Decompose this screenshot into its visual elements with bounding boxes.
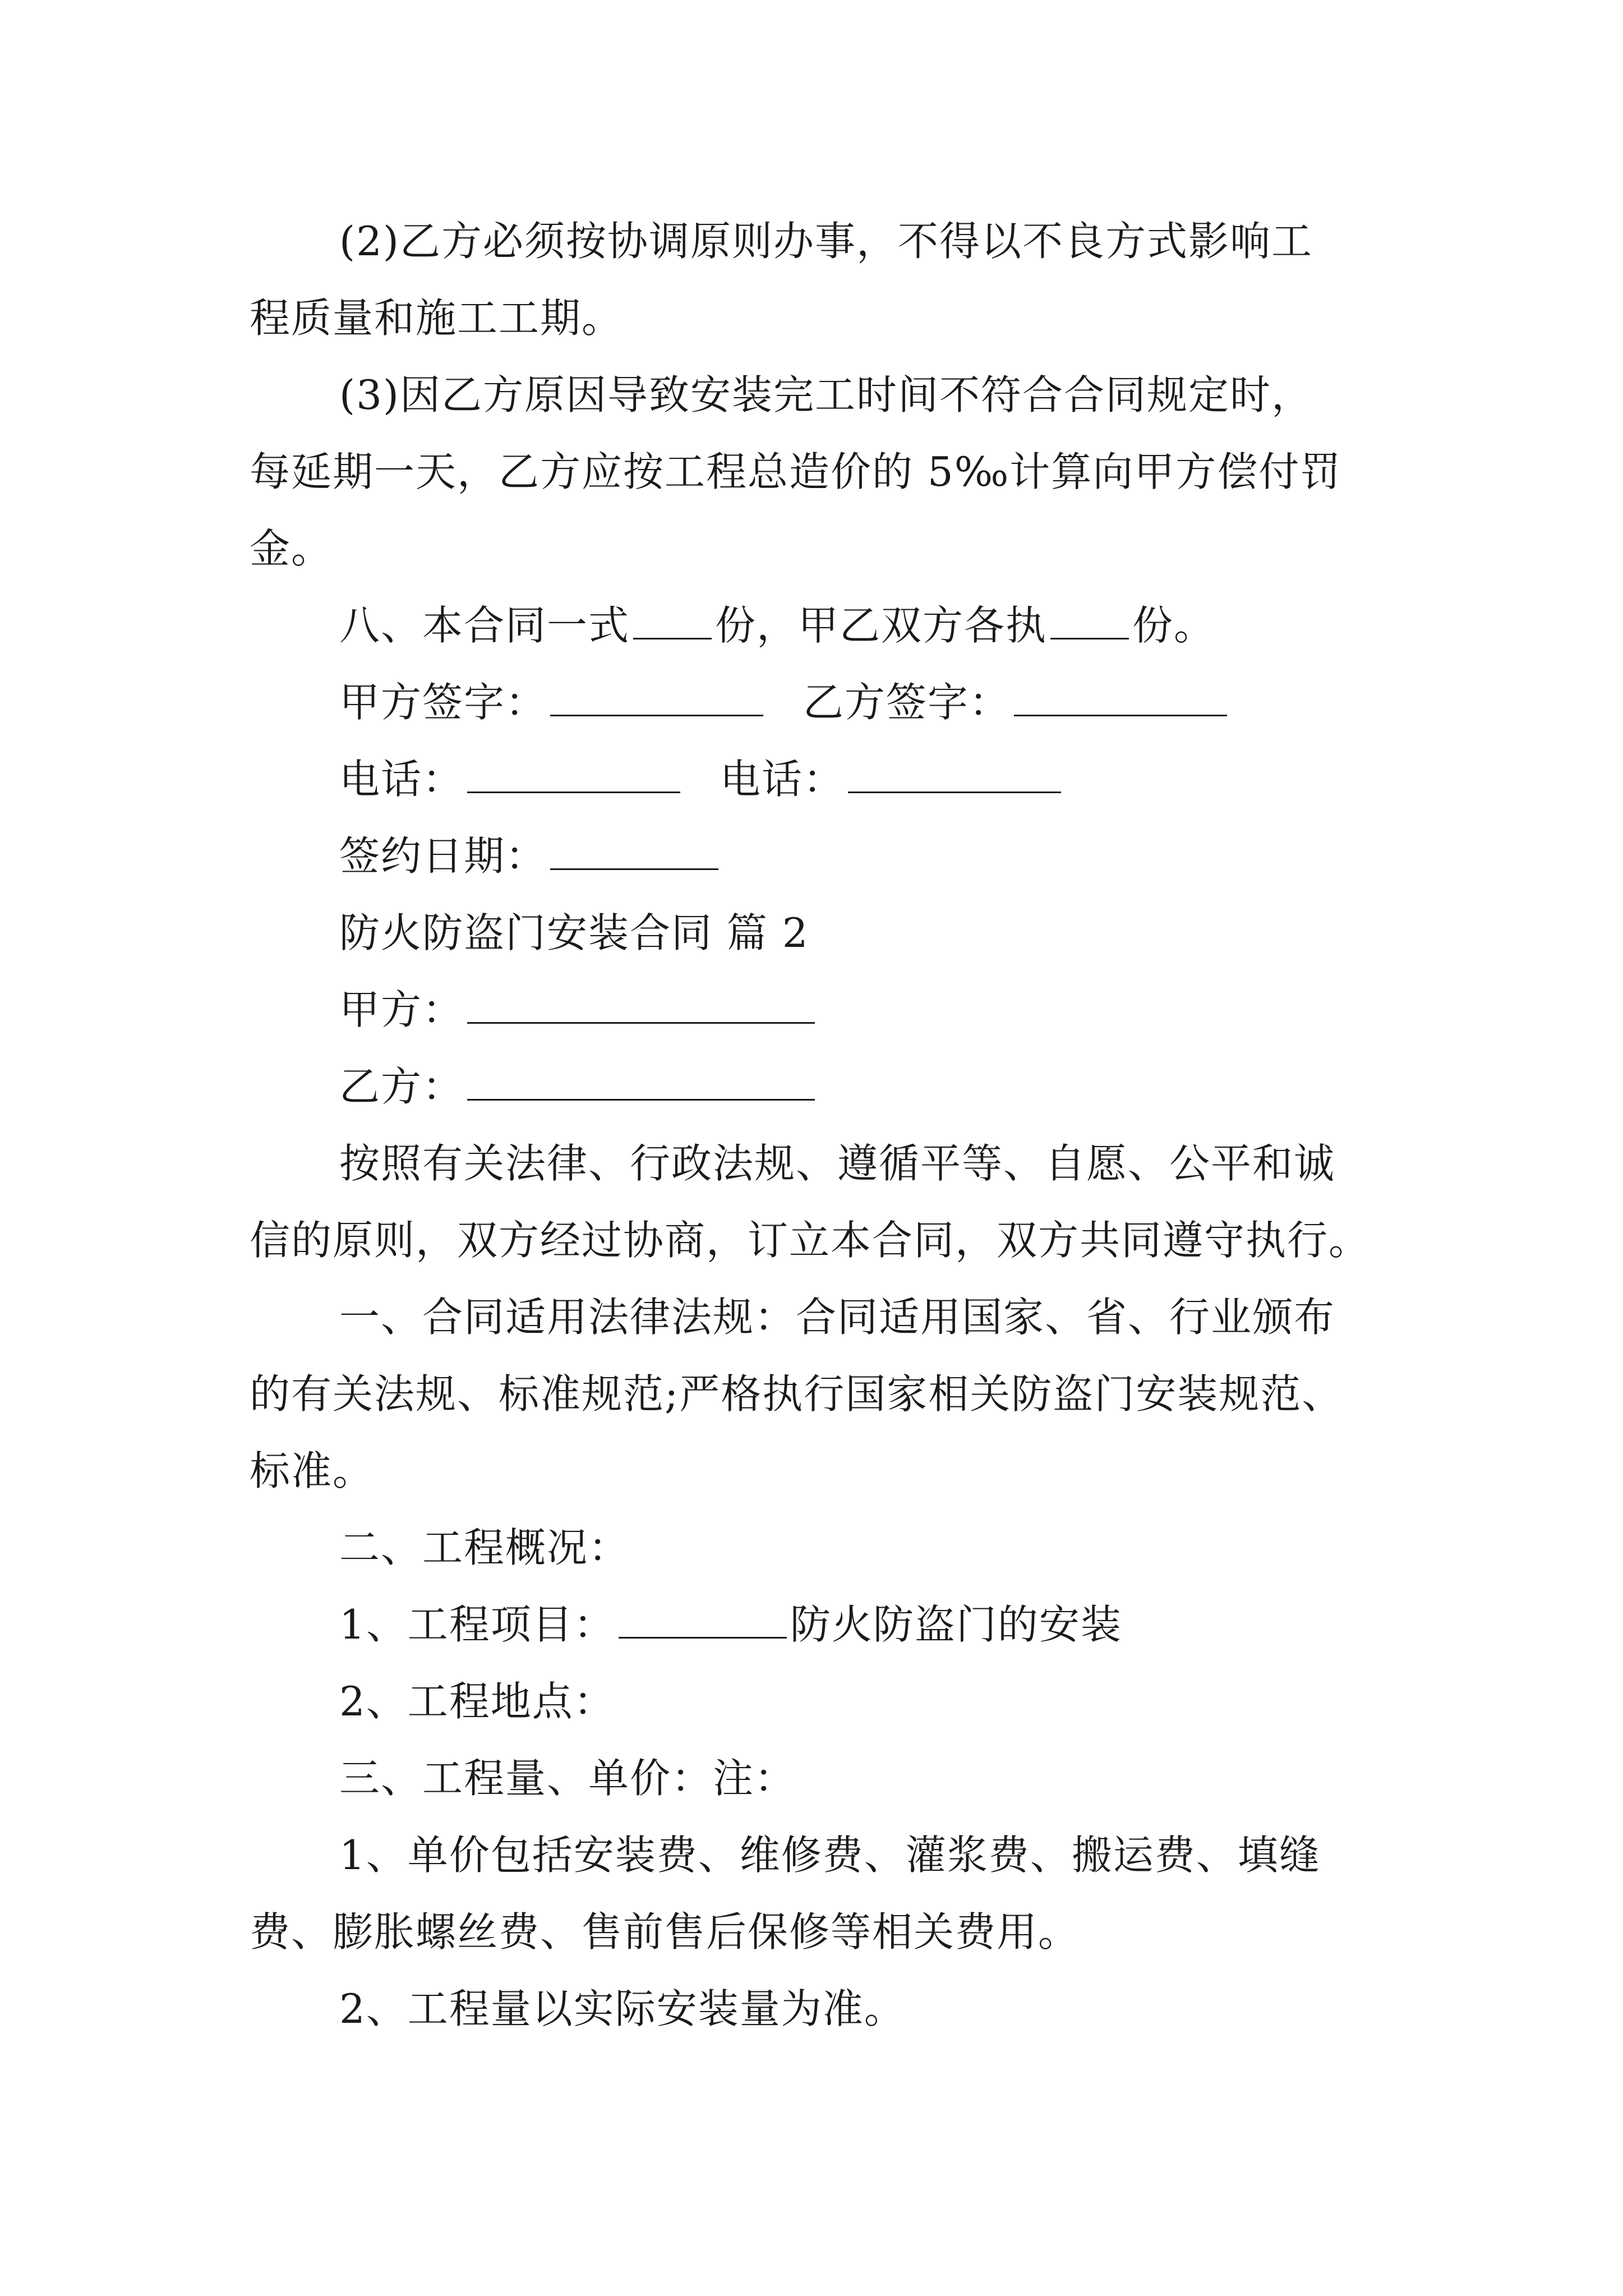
party-a-row <box>339 984 818 1035</box>
party-a-sign-blank[interactable] <box>550 680 763 716</box>
clause-3-line-2: 每延期一天，乙方应按工程总造价的 5‰计算向甲方偿付罚 <box>250 448 1342 495</box>
sign-date-blank[interactable] <box>550 834 718 870</box>
phone-b-label: 电话： <box>720 756 845 803</box>
party-a-label: 甲方： <box>339 986 464 1033</box>
copies-each-blank[interactable] <box>1050 603 1129 639</box>
clause-3-line-1: (3)因乙方原因导致安装完工时间不符合合同规定时， <box>339 371 1313 418</box>
copies-suffix: 份。 <box>1132 602 1216 649</box>
overview-title: 二、工程概况： <box>339 1524 630 1571</box>
copies-clause <box>339 600 1215 651</box>
party-b-sign-label: 乙方签字： <box>803 679 1011 726</box>
phone-a-label: 电话： <box>339 756 464 803</box>
party-b-row <box>339 1061 818 1112</box>
quantity-note: 2、工程量以实际安装量为准。 <box>339 1985 906 2032</box>
phone-row <box>339 754 1064 804</box>
project-item-row <box>339 1599 1122 1650</box>
price-line-1: 1、单价包括安装费、维修费、灌浆费、搬运费、填缝 <box>339 1832 1321 1879</box>
project-item-suffix: 防火防盗门的安装 <box>790 1601 1122 1648</box>
law-line-1: 一、合同适用法律法规：合同适用国家、省、行业颁布 <box>339 1294 1336 1341</box>
copies-prefix: 八、本合同一式 <box>339 602 630 649</box>
law-line-3: 标准。 <box>250 1447 375 1494</box>
phone-a-blank[interactable] <box>467 757 680 793</box>
project-location: 2、工程地点： <box>339 1678 615 1725</box>
party-a-blank[interactable] <box>467 987 815 1024</box>
copies-mid: 份，甲乙双方各执 <box>715 602 1048 649</box>
phone-b-blank[interactable] <box>848 757 1061 793</box>
intro-line-2: 信的原则，双方经过协商，订立本合同，双方共同遵守执行。 <box>250 1217 1371 1264</box>
section-title: 防火防盗门安装合同 篇 2 <box>339 909 809 956</box>
clause-2-line-1: (2)乙方必须按协调原则办事，不得以不良方式影响工 <box>339 218 1313 265</box>
price-line-2: 费、膨胀螺丝费、售前售后保修等相关费用。 <box>250 1908 1080 1955</box>
sign-date-label: 签约日期： <box>339 832 547 880</box>
copies-total-blank[interactable] <box>633 603 712 639</box>
party-b-label: 乙方： <box>339 1063 464 1110</box>
law-line-2: 的有关法规、标准规范;严格执行国家相关防盗门安装规范、 <box>250 1370 1344 1418</box>
clause-3-line-3: 金。 <box>250 525 333 572</box>
intro-line-1: 按照有关法律、行政法规、遵循平等、自愿、公平和诚 <box>339 1140 1336 1187</box>
project-item-prefix: 1、工程项目： <box>339 1601 615 1648</box>
clause-2-line-2: 程质量和施工工期。 <box>250 295 624 342</box>
party-b-sign-blank[interactable] <box>1014 680 1227 716</box>
sign-date-row <box>339 831 722 881</box>
party-a-sign-label: 甲方签字： <box>339 679 547 726</box>
signature-row <box>339 677 1230 728</box>
party-b-blank[interactable] <box>467 1064 815 1101</box>
project-item-blank[interactable] <box>619 1602 787 1639</box>
quantity-title: 三、工程量、单价：注： <box>339 1755 796 1802</box>
